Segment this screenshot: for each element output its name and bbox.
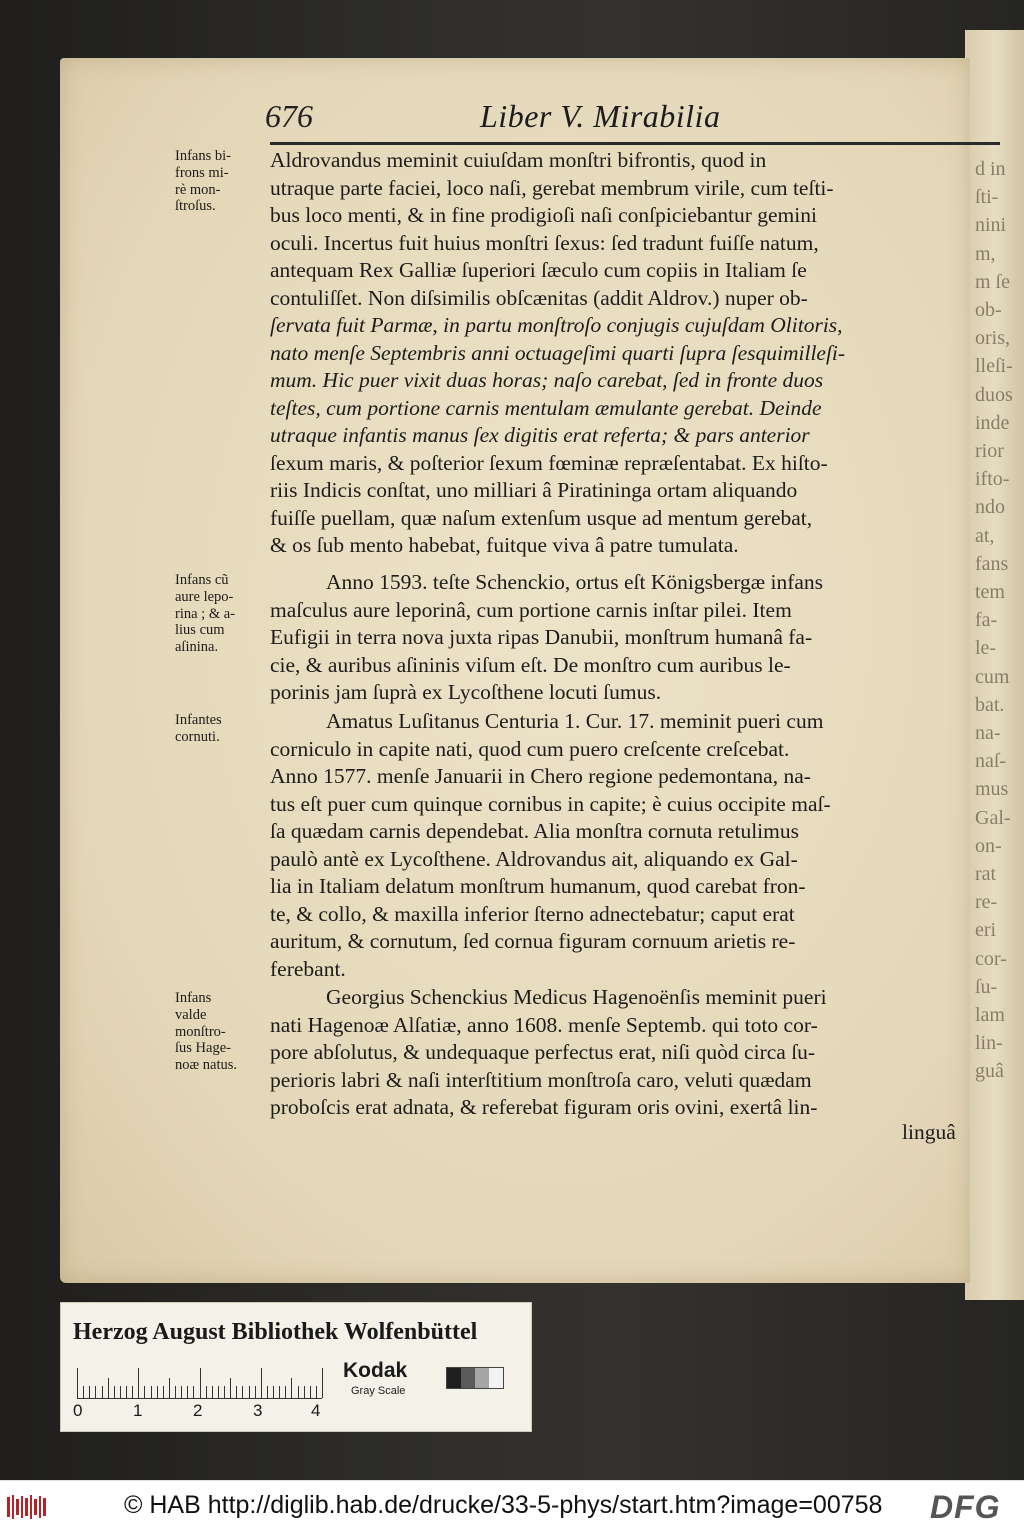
text-line: te, & collo, & maxilla inferior ſterno adnectebatur; caput erat [270, 901, 795, 926]
facing-page-fragment: ndo [975, 496, 1005, 519]
header-rule [270, 142, 1000, 145]
text-line: antequam Rex Galliæ ſuperiori ſæculo cum copiis in Italiam ſe [270, 258, 807, 282]
ruler-number: 0 [73, 1401, 83, 1420]
ruler-tick [132, 1386, 133, 1398]
text-line: contuliſſet. Non diſsimilis obſcænitas (addit Aldrov.) nuper ob- [270, 285, 808, 310]
facing-page-fragment: lam [975, 1004, 1005, 1026]
running-title: Liber V. Mirabilia [480, 98, 721, 134]
text-line: maſculus aure leporinâ, cum portione carnis inſtar pilei. Item [270, 597, 792, 622]
ruler-tick [310, 1386, 311, 1398]
facing-page-fragment: ſu- [975, 975, 998, 998]
ruler-number: 1 [133, 1401, 143, 1420]
margin-note-line: aure lepo- [175, 588, 234, 605]
margin-note-line: Infans cũ [175, 572, 229, 588]
gray-swatch [461, 1368, 475, 1388]
ruler-tick [193, 1386, 194, 1398]
text-line: proboſcis erat adnata, & referebat figuram oris ovini, exertâ lin- [270, 1095, 818, 1119]
copyright-link[interactable]: © HAB http://diglib.hab.de/drucke/33-5-phys/start.htm?image=00758 [124, 1491, 883, 1519]
ruler-tick [285, 1386, 286, 1398]
margin-note-line: Infans [175, 990, 212, 1006]
text-line: Eufigii in terra nova juxta ripas Danubii, monſtrum humanâ fa- [270, 625, 813, 649]
facing-page-fragment: at, [975, 524, 995, 547]
margin-note-line: ſtroſus. [175, 198, 216, 215]
ruler-tick [187, 1386, 188, 1398]
ruler-tick [224, 1386, 225, 1398]
facing-page-fragment: fa- [975, 609, 998, 632]
ruler-tick [169, 1378, 170, 1398]
paragraph-schenckius [270, 984, 950, 1122]
text-line: nati Hagenoæ Alſatiæ, anno 1608. menſe Septemb. qui toto cor- [270, 1012, 818, 1037]
ruler-tick [267, 1386, 268, 1398]
ruler-tick [126, 1386, 127, 1398]
ruler-tick [218, 1386, 219, 1398]
ruler [77, 1363, 322, 1399]
facing-page-fragment: ſti- [975, 186, 999, 209]
facing-page-fragment: lleſi- [975, 355, 1013, 378]
margin-note-line: lius cum [175, 622, 225, 639]
ruler-tick [230, 1378, 231, 1398]
facing-page-fragment: le- [975, 637, 997, 660]
text-line: & os ſub mento habebat, fuitque viva â patre tumulata. [270, 533, 739, 557]
ruler-tick [77, 1368, 78, 1398]
margin-note-cornuti [175, 712, 270, 746]
book-page [60, 58, 970, 1283]
text-line: auritum, & cornutum, ſed cornua figuram cornuum arietis re- [270, 929, 796, 953]
kodak-logo: Kodak [343, 1359, 408, 1382]
page-number: 676 [265, 98, 313, 134]
facing-page-fragment: guâ [975, 1060, 1004, 1083]
ruler-tick [316, 1386, 317, 1398]
facing-page-fragment: cor- [975, 947, 1007, 970]
ruler-tick [120, 1386, 121, 1398]
ruler-tick [157, 1386, 158, 1398]
text-line: oculi. Incertus fuit huius monſtri ſexus: ſed tradunt fuiſſe natum, [270, 230, 819, 255]
facing-page-fragment: oris, [975, 327, 1010, 350]
ruler-tick [304, 1386, 305, 1398]
text-line: ferebant. [270, 956, 346, 981]
margin-note-line: aſinina. [175, 639, 219, 656]
footer [0, 1480, 1024, 1530]
text-line: Aldrovandus meminit cuiuſdam monſtri bifrontis, quod in [270, 148, 767, 172]
text-line: ſexum maris, & poſterior ſexum fœminæ repræſentabat. Ex hiſto- [270, 450, 828, 475]
ruler-tick [108, 1378, 109, 1398]
facing-page-fragment: on- [975, 834, 1002, 857]
text-line: ſervata fuit Parmæ, in partu monſtroſo conjugis cujuſdam Olitoris, [270, 313, 843, 337]
text-line: cie, & auribus aſininis viſum eſt. De monſtro cum auribus le- [270, 652, 791, 677]
facing-page-fragment: m ſe [975, 270, 1010, 293]
text-line: paulò antè ex Lycoſthene. Aldrovandus ait, aliquando ex Gal- [270, 846, 798, 871]
ruler-tick [114, 1386, 115, 1398]
ruler-tick [89, 1386, 90, 1398]
ruler-tick [322, 1368, 323, 1398]
facing-page-fragment: m, [975, 242, 996, 265]
ruler-tick [242, 1386, 243, 1398]
ruler-tick [279, 1386, 280, 1398]
text-line: corniculo in capite nati, quod cum puero creſcente creſcebat. [270, 736, 790, 761]
ruler-number: 3 [253, 1401, 263, 1420]
ruler-tick [212, 1386, 213, 1398]
facing-page-fragment: ifto- [975, 468, 1010, 491]
text-line: tus eſt puer cum quinque cornibus in capite; è cuius occipite maſ- [270, 791, 831, 816]
margin-note-aure-leporina [175, 572, 270, 656]
text-line: teſtes, cum portione carnis mentulam æmulante gerebat. Deinde [270, 395, 822, 420]
text-line: bus loco menti, & in fine prodigioſi naſi conſpiciebantur gemini [270, 203, 817, 227]
text-line: utraque infantis manus ſex digitis erat referta; & pars anterior [270, 423, 810, 447]
grayscale-label: Gray Scale [351, 1385, 406, 1397]
text-line: porinis jam ſuprà ex Lycoſthene locuti ſumus. [270, 680, 662, 704]
facing-page-fragment: tem [975, 581, 1005, 603]
text-line: Amatus Luſitanus Centuria 1. Cur. 17. meminit pueri cum [326, 709, 824, 733]
text-line: Georgius Schenckius Medicus Hagenoënſis meminit pueri [326, 985, 827, 1009]
text-line: nato menſe Septembris anni octuageſimi quarti ſupra ſesquimilleſi- [270, 340, 846, 365]
gray-swatches [446, 1367, 504, 1389]
gray-swatch [489, 1368, 503, 1388]
facing-page-fragment: duos [975, 383, 1013, 406]
ruler-tick [273, 1386, 274, 1398]
facing-page-fragment: inde [975, 411, 1010, 434]
margin-note-bifrons [175, 148, 270, 215]
library-name: Herzog August Bibliothek Wolfenbüttel [73, 1319, 478, 1345]
text-line: utraque parte faciei, loco naſi, gerebat membrum virile, cum teſti- [270, 175, 834, 200]
margin-note-line: cornuti. [175, 728, 220, 745]
scale-card [60, 1302, 532, 1432]
facing-page-fragment: ob- [975, 299, 1002, 321]
facing-page-fragment: naſ- [975, 750, 1007, 773]
ruler-tick [261, 1368, 262, 1398]
margin-note-line: ſus Hage- [175, 1040, 231, 1057]
ruler-tick [175, 1386, 176, 1398]
ruler-tick [236, 1386, 237, 1398]
facing-page-fragment: nini [975, 214, 1007, 237]
ruler-tick [138, 1368, 139, 1398]
text-line: Anno 1577. menſe Januarii in Chero regione pedemontana, na- [270, 764, 811, 788]
facing-page-fragment: lin- [975, 1032, 1003, 1055]
margin-note-line: valde [175, 1006, 207, 1023]
text-line: ſa quædam carnis dependebat. Alia monſtra cornuta retulimus [270, 819, 799, 843]
text-line: perioris labri & naſi interſtitium monſtroſa caro, veluti quædam [270, 1067, 812, 1092]
facing-page-fragment: d in [975, 158, 1006, 180]
ruler-tick [102, 1386, 103, 1398]
text-line: riis Indicis conſtat, uno milliari â Piratininga ortam aliquando [270, 478, 798, 502]
ruler-tick [144, 1386, 145, 1398]
ruler-tick [206, 1386, 207, 1398]
facing-page-fragment: mus [975, 778, 1009, 801]
ruler-tick [255, 1386, 256, 1398]
paragraph-amatus-lusitanus [270, 708, 950, 983]
catchword: linguâ [902, 1120, 956, 1144]
facing-page-fragment: Gal- [975, 806, 1011, 829]
paragraph-anno-1593 [270, 569, 950, 707]
gray-swatch [475, 1368, 489, 1388]
text-line: lia in Italiam delatum monſtrum humanum, quod carebat fron- [270, 874, 806, 898]
margin-note-line: frons mi- [175, 164, 229, 181]
ruler-tick [298, 1386, 299, 1398]
margin-note-line: monſtro- [175, 1023, 226, 1040]
ruler-tick [291, 1378, 292, 1398]
facing-page-fragment: rior [975, 440, 1004, 462]
text-line: pore abſolutus, & undequaque perfectus erat, niſi quòd circa ſu- [270, 1040, 816, 1064]
ruler-number: 2 [193, 1401, 203, 1420]
margin-note-hagenoae [175, 990, 270, 1074]
facing-page-fragment: bat. [975, 693, 1005, 716]
ruler-number: 4 [311, 1401, 321, 1420]
paragraph-aldrovandus [270, 147, 950, 560]
dfg-logo: DFG [930, 1489, 1001, 1525]
facing-page-fragment: eri [975, 919, 997, 942]
facing-page-edge [965, 30, 1024, 1300]
gray-swatch [447, 1368, 461, 1388]
facing-page-fragment: na- [975, 722, 1001, 744]
ruler-tick [95, 1386, 96, 1398]
facing-page-fragment: re- [975, 891, 998, 914]
margin-note-line: noæ natus. [175, 1057, 238, 1074]
facing-page-fragment: cum [975, 665, 1010, 688]
ruler-tick [151, 1386, 152, 1398]
margin-note-line: Infantes [175, 712, 222, 728]
margin-note-line: Infans bi- [175, 148, 231, 164]
ruler-tick [249, 1386, 250, 1398]
ruler-tick [181, 1386, 182, 1398]
ruler-tick [163, 1386, 164, 1398]
text-line: Anno 1593. teſte Schenckio, ortus eſt Königsbergæ infans [326, 570, 824, 594]
ruler-tick [83, 1386, 84, 1398]
hab-logo-icon [6, 1493, 50, 1521]
text-line: mum. Hic puer vixit duas horas; naſo carebat, ſed in fronte duos [270, 368, 824, 392]
margin-note-line: rè mon- [175, 181, 221, 198]
facing-page-fragment: fans [975, 552, 1009, 575]
text-line: fuiſſe puellam, quæ naſum extenſum usque ad mentum gerebat, [270, 505, 813, 530]
margin-note-line: rina ; & a- [175, 605, 235, 622]
ruler-tick [200, 1368, 201, 1398]
facing-page-fragment: rat [975, 863, 997, 885]
